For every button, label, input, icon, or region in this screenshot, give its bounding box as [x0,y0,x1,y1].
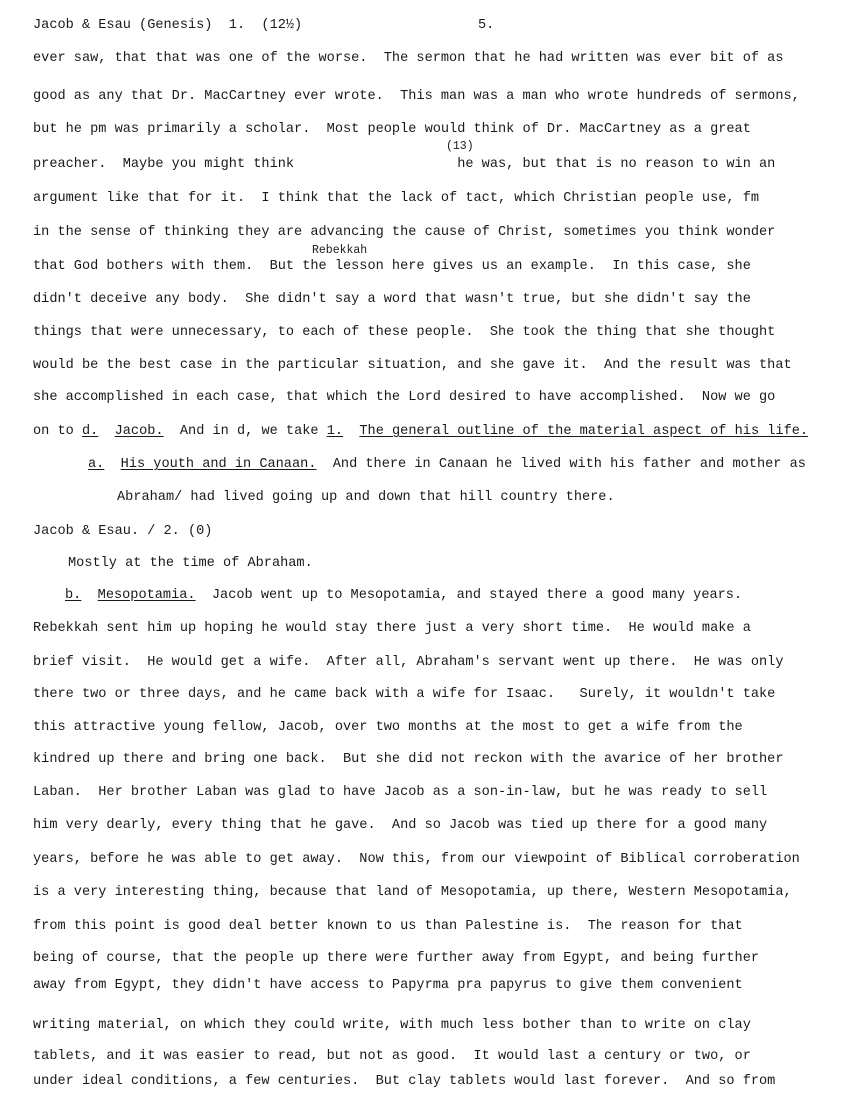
text-line: preacher. Maybe you might think he was, but that is no reason to win an [33,157,776,172]
text-line: in the sense of thinking they are advancing the cause of Christ, sometimes you think wonder [33,225,776,240]
outline-heading-general: The general outline of the material aspect of his life. [359,424,809,439]
text-line: good as any that Dr. MacCartney ever wrote. This man was a man who wrote hundreds of sermons, [33,89,800,104]
outline-text [104,457,120,472]
text-line: years, before he was able to get away. Now this, from our viewpoint of Biblical corroberation [33,852,800,867]
text-line: brief visit. He would get a wife. After all, Abraham's servant went up there. He was only [33,655,784,670]
outline-letter-b: b. [65,588,82,603]
text-line: kindred up there and bring one back. But she did not reckon with the avarice of her brother [33,752,784,767]
outline-heading-mesopotamia: Mesopotamia. [97,588,196,603]
outline-text: on to [33,424,82,439]
text-line: this attractive young fellow, Jacob, over two months at the most to get a wife from the [33,720,743,735]
outline-heading-jacob: Jacob. [114,424,164,439]
text-line: things that were unnecessary, to each of these people. She took the thing that she thought [33,325,776,340]
text-line: would be the best case in the particular situation, and she gave it. And the result was that [33,358,792,373]
outline-line-d [33,425,808,439]
outline-text: And in d, we take [163,424,327,439]
text-line: Abraham/ had lived going up and down that hill country there. [117,490,615,505]
page-number: 5. [478,18,495,33]
text-line: tablets, and it was easier to read, but not as good. It would last a century or two, or [33,1049,751,1064]
outline-letter-a: a. [88,457,105,472]
text-line: being of course, that the people up there were further away from Egypt, and being further [33,951,760,966]
outline-text: And there in Canaan he lived with his father and mother as [316,457,806,472]
margin-note-rebekkah: Rebekkah [312,244,368,257]
text-line: under ideal conditions, a few centuries. But clay tablets would last forever. And so from [33,1074,776,1089]
section-marker: Jacob & Esau. / 2. (0) [33,524,213,539]
text-line: him very dearly, every thing that he gave. And so Jacob was tied up there for a good many [33,818,768,833]
text-line: Mostly at the time of Abraham. [68,556,313,571]
text-line: argument like that for it. I think that the lack of tact, which Christian people use, fm [33,191,760,206]
text-line: there two or three days, and he came back with a wife for Isaac. Surely, it wouldn't take [33,687,776,702]
outline-text: Jacob went up to Mesopotamia, and stayed there a good many years. [195,588,743,603]
outline-line-a [88,458,806,472]
outline-text [98,424,114,439]
outline-letter-d: d. [81,424,99,439]
text-line: writing material, on which they could write, with much less bother than to write on clay [33,1018,751,1033]
page-header: Jacob & Esau (Genesis) 1. (12½) [33,18,303,33]
text-line: didn't deceive any body. She didn't say a word that wasn't true, but she didn't say the [33,292,751,307]
outline-line-b [65,589,742,603]
text-line: she accomplished in each case, that which the Lord desired to have accomplished. Now we go [33,390,776,405]
text-line: but he pm was primarily a scholar. Most people would think of Dr. MacCartney as a great [33,122,751,137]
text-line: from this point is good deal better known to us than Palestine is. The reason for that [33,919,743,934]
text-line: away from Egypt, they didn't have access to Papyrma pra papyrus to give them convenient [33,978,743,993]
outline-text [343,424,359,439]
outline-number-1: 1. [326,424,344,439]
outline-text [81,588,97,603]
text-line: Rebekkah sent him up hoping he would stay there just a very short time. He would make a [33,621,751,636]
outline-heading-youth: His youth and in Canaan. [120,457,317,472]
text-line: ever saw, that that was one of the worse. The sermon that he had written was ever bit of as [33,51,784,66]
margin-note-13: (13) [446,140,474,153]
text-line: that God bothers with them. But the lesson here gives us an example. In this case, she [33,259,751,274]
text-line: Laban. Her brother Laban was glad to have Jacob as a son-in-law, but he was ready to sell [33,785,768,800]
text-line: is a very interesting thing, because that land of Mesopotamia, up there, Western Mesopotamia, [33,885,792,900]
